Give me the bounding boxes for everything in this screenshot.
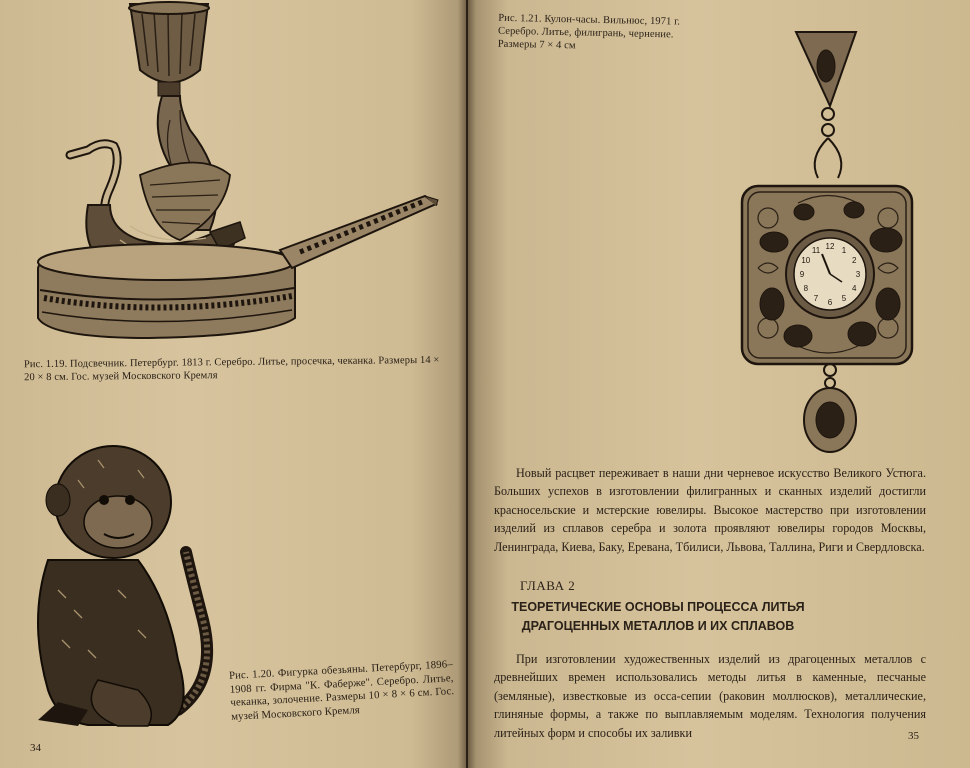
clock-numeral: 11 [811, 245, 821, 255]
paragraph-decorative-arts [494, 464, 926, 556]
chapter-title-line-2: ДРАГОЦЕННЫХ МЕТАЛЛОВ И ИХ СПЛАВОВ [521, 619, 795, 633]
chapter-label: ГЛАВА 2 [520, 578, 576, 593]
clock-numeral: 12 [825, 242, 835, 251]
pendant-watch-illustration [738, 28, 938, 460]
book-spine-shadow [458, 0, 476, 768]
page-number-left: 34 [30, 742, 41, 754]
candlestick-illustration [30, 0, 450, 345]
clock-numeral: 5 [841, 294, 847, 304]
chapter-title-line-1: ТЕОРЕТИЧЕСКИЕ ОСНОВЫ ПРОЦЕССА ЛИТЬЯ [511, 600, 805, 614]
clock-numeral: 9 [799, 270, 805, 279]
figure-caption-1-21: Рис. 1.21. Кулон-часы. Вильнюс, 1971 г. Серебро. Литье, филигрань, чернение. Размеры 7 × 4 см [497, 12, 681, 52]
clock-numeral: 2 [851, 256, 857, 265]
clock-numeral: 10 [801, 256, 811, 265]
clock-numeral: 1 [841, 245, 847, 255]
clock-numeral: 3 [855, 270, 861, 279]
paragraph-casting-methods [494, 650, 926, 742]
figure-caption-1-19: Рис. 1.19. Подсвечник. Петербург. 1813 г. Серебро. Литье, просечка, чеканка. Размеры 14 × 20 × 8 см. Гос. музей Московского Кремля [23, 354, 440, 384]
monkey-figurine-illustration [18, 440, 228, 740]
right-page [468, 0, 970, 768]
paragraph-2-text: При изготовлении художественных изделий из драгоценных металлов с древнейших времен использовались методы литья в каменные, песчаные (земляные), известковые из осса-сепии (раковин моллюсков), металлические, глиняные формы, а также по выплавляемым моделям. Технология получения литейных форм и способы их заливки [494, 652, 926, 740]
left-page [0, 0, 466, 768]
clock-numeral: 4 [851, 284, 857, 293]
clock-numeral: 7 [813, 294, 819, 304]
figure-caption-1-20: Рис. 1.20. Фигурка обезьяны. Петербург, 1896–1908 гг. Фирма "К. Фаберже". Серебро. Литье, чеканка, золочение. Размеры 10 × 8 × 6 см. Гос. музей Московского Кремля [228, 658, 455, 723]
clock-numeral: 8 [803, 284, 809, 293]
chapter-title [508, 598, 808, 636]
paragraph-1-text: Новый расцвет переживает в наши дни черневое искусство Великого Устюга. Больших успехов в изготовлении филигранных и сканных изделий достигли красносельские и мстерские ювелиры. Высокое мастерство при изготовлении изделий из сплавов серебра и золота проявляют ювелиры городов Москвы, Ленинграда, Киева, Баку, Еревана, Тбилиси, Львова, Таллина, Риги и Свердловска. [494, 466, 926, 554]
page-number-right: 35 [908, 730, 919, 742]
clock-numeral: 6 [827, 298, 833, 307]
